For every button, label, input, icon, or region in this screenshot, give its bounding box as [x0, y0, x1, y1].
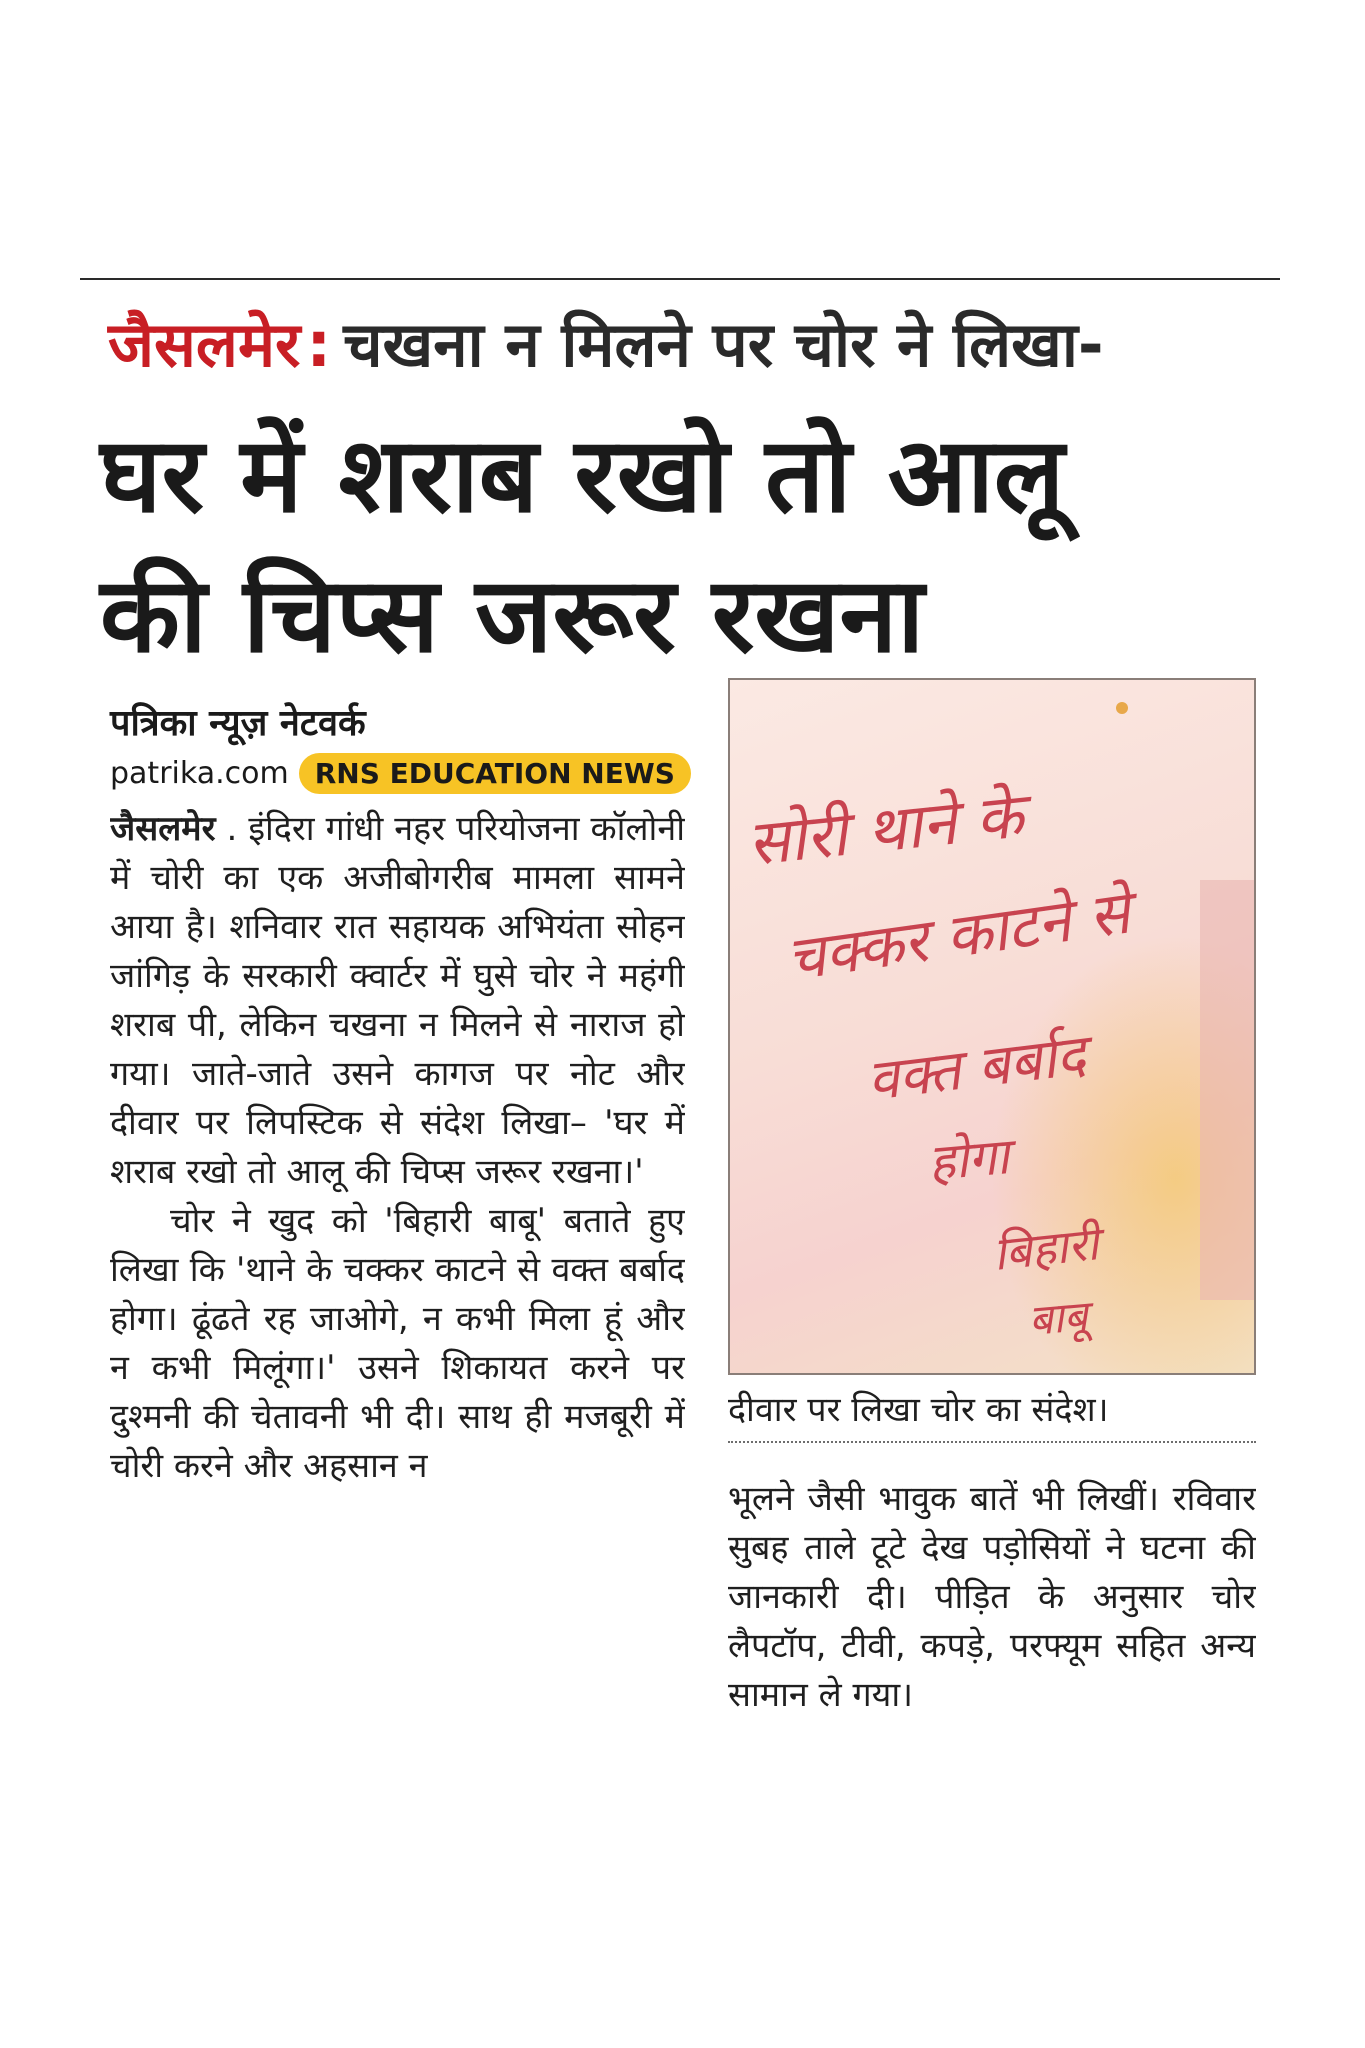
kicker-separator: :	[306, 308, 332, 381]
handwriting-line-1: सोरी थाने के	[743, 778, 1027, 880]
article-column-left	[110, 805, 685, 1815]
paragraph-1	[110, 805, 685, 1197]
paragraph-2: चोर ने खुद को 'बिहारी बाबू' बताते हुए लिखा कि 'थाने के चक्कर काटने से वक्त बर्बाद होगा। ढूंढते रह जाओगे, न कभी मिला हूं और न कभी मिलूंगा।' उसने शिकायत करने पर दुश्मनी की चेतावनी भी दी। साथ ही मजबूरी में चोरी करने और अहसान न	[110, 1201, 685, 1486]
wall-edge-shadow	[1200, 880, 1254, 1300]
source-url: patrika.com	[110, 755, 289, 791]
headline-line-2: की चिप्स जरूर रखना	[100, 554, 925, 676]
kicker-place: जैसलमेर	[108, 308, 301, 381]
handwriting-line-4: होगा	[925, 1127, 1012, 1192]
kicker	[108, 305, 1104, 385]
paragraph-1-text: . इंदिरा गांधी नहर परियोजना कॉलोनी में चोरी का एक अजीबोगरीब मामला सामने आया है। शनिवार रात सहायक अभियंता सोहन जांगिड़ के सरकारी क्वार्टर में घुसे चोर ने महंगी शराब पी, लेकिन चखना न मिलने से नाराज हो गया। जाते-जाते उसने कागज पर नोट और दीवार पर लिपस्टिक से संदेश लिखा– 'घर में शराब रखो तो आलू की चिप्स जरूर रखना।'	[110, 809, 685, 1192]
top-divider	[80, 278, 1280, 280]
kicker-text: चखना न मिलने पर चोर ने लिखा-	[343, 308, 1104, 381]
headline-line-1: घर में शराब रखो तो आलू	[100, 414, 1065, 536]
photo-caption: दीवार पर लिखा चोर का संदेश।	[728, 1385, 1256, 1443]
byline: पत्रिका न्यूज़ नेटवर्क	[110, 703, 366, 744]
handwriting-line-5: बिहारी	[990, 1216, 1101, 1281]
paragraph-3: भूलने जैसी भावुक बातें भी लिखीं। रविवार सुबह ताले टूटे देख पड़ोसियों ने घटना की जानकारी दी। पीड़ित के अनुसार चोर लैपटॉप, टीवी, कपड़े, परफ्यूम सहित अन्य सामान ले गया।	[728, 1479, 1256, 1715]
wall-photo-svg	[730, 680, 1254, 1373]
source-row	[110, 750, 691, 796]
watermark-badge: RNS EDUCATION NEWS	[299, 753, 691, 794]
headline	[100, 405, 1280, 685]
wall-spot	[1116, 702, 1128, 714]
handwriting-line-3: वक्त बर्बाद	[863, 1022, 1090, 1114]
wall-message-photo	[728, 678, 1256, 1375]
article-column-right	[728, 1475, 1256, 1815]
dateline: जैसलमेर	[110, 809, 216, 849]
handwriting-line-2: चक्कर काटने से	[782, 877, 1135, 995]
handwriting-line-6: बाबू	[1026, 1291, 1090, 1345]
